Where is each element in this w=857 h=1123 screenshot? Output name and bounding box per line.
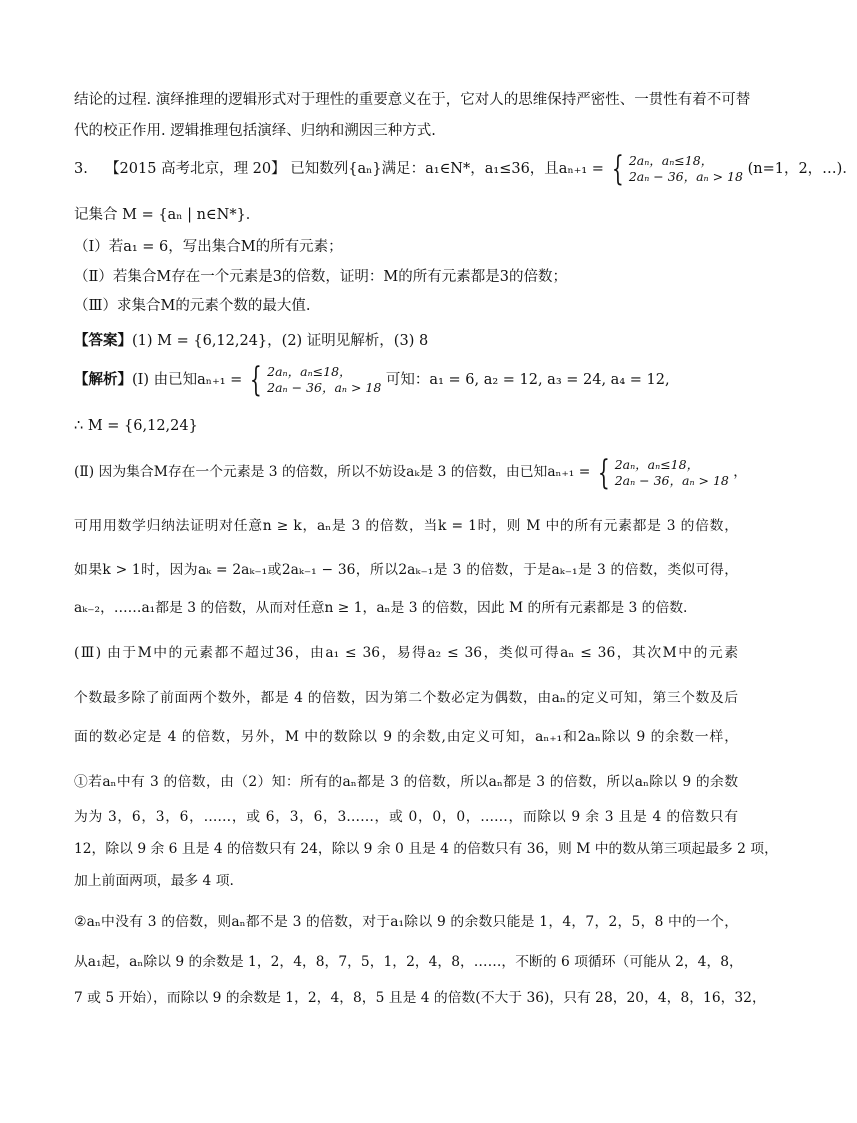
intro-line-2: 代的校正作用. 逻辑推理包括演绎、归纳和溯因三种方式. <box>74 123 436 139</box>
case-1-line-4: 加上前面两项，最多 4 项. <box>74 873 234 889</box>
left-brace-icon: { <box>249 360 262 400</box>
case-2-line-1: ②aₙ中没有 3 的倍数，则aₙ都不是 3 的倍数，对于a₁除以 9 的余数只能是 1，4，7，2，5，8 中的一个， <box>74 914 738 930</box>
problem-stem-text: 已知数列{aₙ}满足：a₁∈N*，a₁≤36，且aₙ₊₁ = <box>290 161 604 177</box>
case-2: 2aₙ − 36，aₙ > 18 <box>267 380 382 395</box>
answer-text: (1) M = {6,12,24}，(2) 证明见解析，(3) 8 <box>132 333 429 349</box>
piecewise-cases <box>615 457 729 489</box>
answer-line <box>74 331 738 351</box>
case-2: 2aₙ − 36，aₙ > 18 <box>614 472 729 488</box>
problem-number: 3. <box>74 161 88 177</box>
part-1: （Ⅰ）若a₁ = 6，写出集合M的所有元素； <box>74 239 343 255</box>
case-1-line-1: ①若aₙ中有 3 的倍数，由（2）知：所有的aₙ都是 3 的倍数，所以aₙ都是 3 的倍数，所以aₙ除以 9 的余数 <box>74 774 738 790</box>
analysis-p3-line-2: 个数最多除了前面两个数外，都是 4 的倍数，因为第二个数必定为偶数，由aₙ的定义可知，第三个数及后 <box>74 690 738 706</box>
analysis-p2-line-2: 可用用数学归纳法证明对任意n ≥ k，aₙ是 3 的倍数，当k = 1时，则 M 中的所有元素都是 3 的倍数， <box>74 518 738 534</box>
left-brace-icon: { <box>611 149 624 189</box>
piecewise-cases <box>267 364 381 396</box>
case-1: 2aₙ，aₙ≤18， <box>628 153 714 168</box>
case-2-line-2: 从a₁起，aₙ除以 9 的余数是 1，2，4，8，7，5，1，2，4，8，……，不断的 6 项循环（可能从 2，4，8， <box>74 954 743 970</box>
problem-stem <box>74 149 857 189</box>
problem-stem-tail: (n=1，2，…)． <box>747 161 857 177</box>
analysis-p3-line-1: (Ⅲ) 由于M中的元素都不超过36，由a₁ ≤ 36，易得a₂ ≤ 36，类似可得aₙ ≤ 36，其次M中的元素 <box>74 645 738 661</box>
case-1-line-2: 为为 3，6，3，6，……，或 6，3，6，3……，或 0，0，0，……，而除以 9 余 3 且是 4 的倍数只有 <box>74 809 738 825</box>
piecewise-cases <box>629 153 743 185</box>
case-2: 2aₙ − 36，aₙ > 18 <box>628 169 743 184</box>
analysis-p2-line-3: 如果k > 1时，因为aₖ = 2aₖ₋₁或2aₖ₋₁ − 36，所以2aₖ₋₁是 3 的倍数，于是aₖ₋₁是 3 的倍数，类似可得， <box>74 562 738 578</box>
set-definition: 记集合 M = {aₙ | n∈N*}． <box>74 207 261 223</box>
part-2: （Ⅱ）若集合M存在一个元素是3的倍数，证明：M的所有元素都是3的倍数； <box>74 269 567 285</box>
analysis-part-1 <box>74 362 738 398</box>
analysis-p1-result: 可知：a₁ = 6, a₂ = 12, a₃ = 24, a₄ = 12, <box>385 372 670 388</box>
case-1: 2aₙ，aₙ≤18， <box>267 364 352 379</box>
left-brace-icon: { <box>597 452 610 493</box>
case-2-line-3: 7 或 5 开始），而除以 9 的余数是 1，2，4，8，5 且是 4 的倍数(不大于 36)，只有 28，20，4，8，16，32， <box>74 990 766 1006</box>
analysis-p2-text: (Ⅱ) 因为集合M存在一个元素是 3 的倍数，所以不妨设aₖ是 3 的倍数，由已知aₙ₊₁ = <box>74 464 591 480</box>
answer-label: 【答案】 <box>74 332 132 349</box>
intro-line-1: 结论的过程. 演绎推理的逻辑形式对于理性的重要意义在于，它对人的思维保持严密性、一贯性有着不可替 <box>74 92 751 108</box>
analysis-p2-line-4: aₖ₋₂，……a₁都是 3 的倍数，从而对任意n ≥ 1，aₙ是 3 的倍数，因此 M 的所有元素都是 3 的倍数. <box>74 600 688 616</box>
analysis-p1-text: (Ⅰ) 由已知aₙ₊₁ = <box>132 372 243 388</box>
problem-source: 【2015 高考北京，理 20】 <box>105 161 286 177</box>
analysis-p2-tail: ， <box>733 464 748 480</box>
case-1-line-3: 12，除以 9 余 6 且是 4 的倍数只有 24，除以 9 余 0 且是 4 的倍数只有 36，则 M 中的数从第三项起最多 2 项， <box>74 841 778 857</box>
analysis-label: 【解析】 <box>74 371 132 388</box>
analysis-part-2 <box>74 452 748 493</box>
part-3: （Ⅲ）求集合M的元素个数的最大值. <box>74 298 311 314</box>
case-1: 2aₙ，aₙ≤18， <box>614 456 700 472</box>
analysis-p3-line-3: 面的数必定是 4 的倍数，另外，M 中的数除以 9 的余数,由定义可知，aₙ₊₁和2aₙ除以 9 的余数一样， <box>74 729 738 745</box>
analysis-p1-conclusion: ∴ M = {6,12,24} <box>74 418 198 434</box>
